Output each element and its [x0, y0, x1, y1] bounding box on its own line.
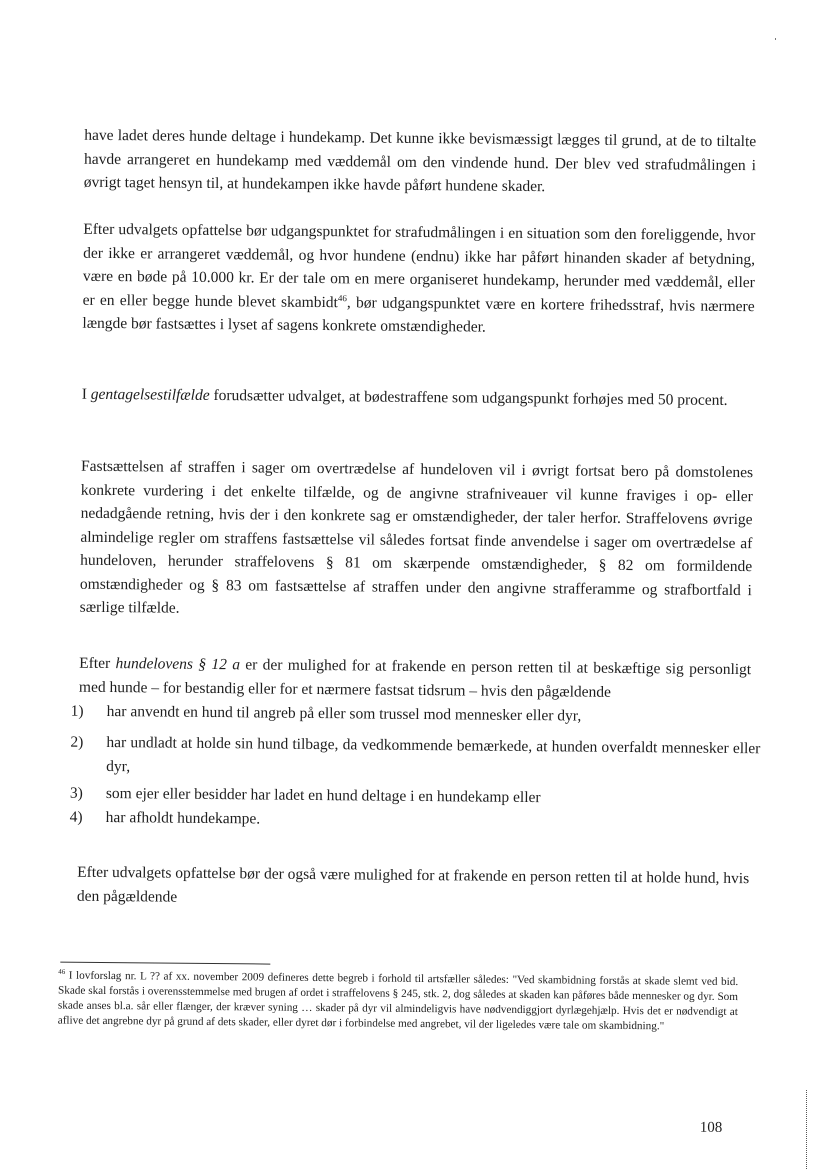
list-item-text: har anvendt en hund til angreb på eller som trussel mod mennesker eller dyr, [106, 702, 582, 725]
list-item-number: 1) [70, 702, 84, 720]
paragraph-sentencing-discretion [80, 455, 754, 626]
paragraph-text: Efter udvalgets opfattelse bør der også være mulighed for at frakende en person retten til at holde hund, hvis den pågældende [76, 863, 750, 906]
paragraph-dog-keeping-ban [77, 861, 749, 914]
paragraph-text: Efter udvalgets opfattelse bør udgangspunktet for strafudmålingen i en situation som den foreliggende, hvor der ikke er arrangeret væddemål, og hvor hundene (endnu) ikke har påført hinanden skader af betydning, være en bøde på 10.000 kr. Er der tale om en mere organiseret hundekamp, herunder med væddemål, eller er en eller begge hunde blevet skambidt [82, 220, 756, 311]
list-item-text: har undladt at holde sin hund tilbage, da vedkommende bemærkede, at hunden overfaldt mennesker eller dyr, [106, 733, 761, 775]
list-item-number: 4) [69, 808, 83, 826]
paragraph-text: er der mulighed for at frakende en person retten til at beskæftige sig personligt med hunde – for bestandig eller for et nærmere fastsat tidsrum – hvis den pågældende [78, 656, 752, 701]
list-item [70, 731, 760, 785]
paragraph-text: Efter [79, 654, 116, 673]
paragraph-text: Fastsættelsen af straffen i sager om overtrædelse af hundeloven vil i øvrigt fortsat bero på domstolenes konkrete vurdering i det enkelte tilfælde, og de angivne strafniveauer vil kunne fraviges i op- eller nedadgående retning, hvis der i den konkrete sag er omstændigheder, der taler herfor. Straffelovens øvrige almindelige regler om straffens fastsættelse vil således fortsat finde anvendelse i sager om overtrædelse af hundeloven, herunder straffelovens § 81 om skærpende omstændigheder, § 82 om formildende omstændigheder og § 83 om fastsættelse af straffen under den angivne strafferamme og strafbortfald i særlige tilfælde. [79, 457, 754, 617]
paragraph-sentencing-baseline [82, 218, 755, 342]
paragraph-text: forudsætter udvalget, at bødestraffene som udgangspunkt forhøjes med 50 procent. [209, 386, 728, 409]
emphasis-term: gentagelsestilfælde [90, 385, 210, 404]
footnote-number: 46 [58, 967, 66, 976]
paragraph-text: , bør udgangspunktet være en kortere frihedsstraf, hvis nærmere længde bør fastsættes i lyset af sagens konkrete omstændigheder. [82, 293, 755, 336]
emphasis-term: hundelovens § 12 a [115, 655, 241, 674]
list-item-text: som ejer eller besidder har ladet en hund deltage i en hundekamp eller [105, 784, 541, 807]
list-item-number: 3) [69, 784, 83, 802]
scan-speck [775, 38, 776, 40]
paragraph-repeat-offence [82, 383, 754, 413]
footnote [58, 969, 739, 1036]
list-item-text: har afholdt hundekampe. [105, 808, 261, 828]
footnote-text: I lovforslag nr. L ?? af xx. november 2009 defineres dette begreb i forhold til artsfæller således: "Ved skambidning forstås at skade slemt ved bid. Skade skal forstås i overensstemmelse med brugen af ordet i straffelovens § 245, stk. 2, dog således at skaden kan påføres både mennesker og dyr. Som skade anses bl.a. sår eller flænger, der kræver syning … skader på dyr vil almindeligvis have nødvendiggjort dyrlægehjælp. Hvis det er nødvendigt at aflive det angrebne dyr på grund af dets skader, eller dyret dør i forbindelse med angrebet, vil der ligeledes være tale om skambidning." [57, 969, 739, 1033]
page-number: 108 [699, 1119, 723, 1136]
paragraph-dog-fight-case [84, 124, 757, 201]
paragraph-text: have ladet deres hunde deltage i hundekamp. Det kunne ikke bevismæssigt lægges til grund, at de to tiltalte havde arrangeret en hundekamp med væddemål om den vindende hund. Der blev ved strafudmålingen i øvrigt taget hensyn til, at hundekampen ikke havde påført hundene skader. [83, 126, 757, 196]
footnote-separator [60, 962, 270, 965]
paragraph-text: I [81, 385, 91, 403]
footnote-reference[interactable]: 46 [337, 292, 347, 303]
paragraph-disqualification [79, 652, 751, 705]
scan-edge-artifact [806, 1090, 808, 1169]
list-item-number: 2) [70, 733, 84, 751]
